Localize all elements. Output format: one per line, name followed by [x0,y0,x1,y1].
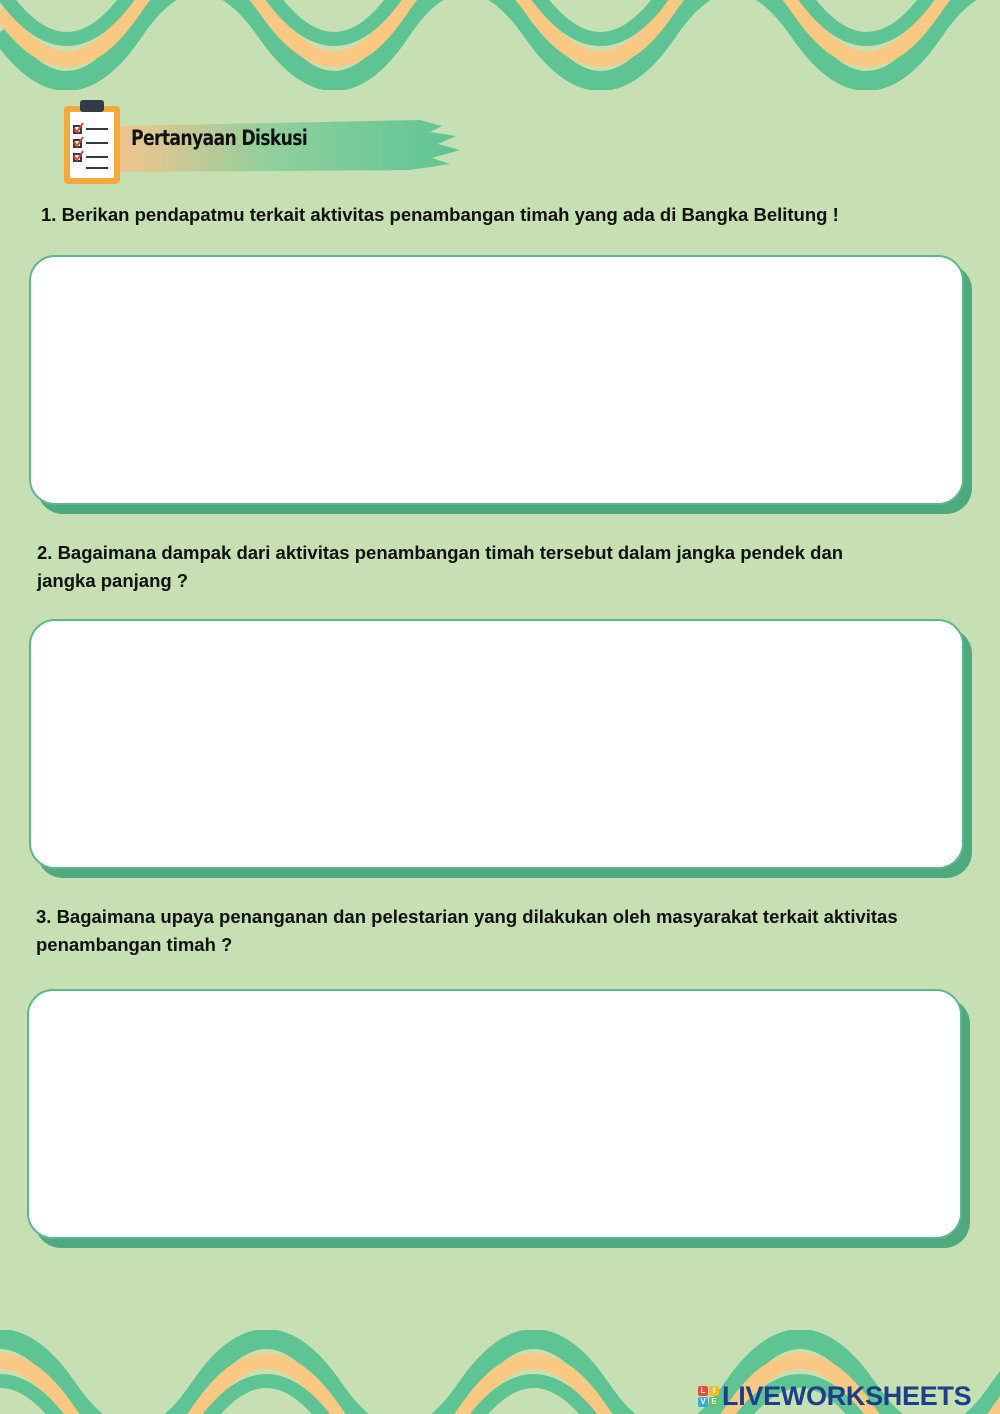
question-3 [36,903,898,959]
question-2-line-1: 2. Bagaimana dampak dari aktivitas penambangan timah tersebut dalam jangka pendek dan [37,542,844,563]
answer-box-2[interactable] [29,619,964,869]
top-wave-border [0,0,1000,90]
answer-input-3[interactable] [29,991,960,1237]
question-2-line-2: jangka panjang ? [37,570,189,591]
question-2 [37,539,843,595]
question-3-line-2: penambangan timah ? [36,934,233,955]
liveworksheets-logo [698,1381,971,1411]
answer-box-3[interactable] [27,989,962,1239]
question-1-text: 1. Berikan pendapatmu terkait aktivitas penambangan timah yang ada di Bangka Belitung ! [41,204,839,225]
clipboard-checklist-icon [62,98,122,186]
liveworksheets-brand: LIVEWORKSHEETS [722,1380,972,1411]
answer-input-2[interactable] [31,621,962,867]
question-3-line-1: 3. Bagaimana upaya penanganan dan pelestarian yang dilakukan oleh masyarakat terkait aktivitas [36,906,898,927]
liveworksheets-mark-icon: L I V E [698,1386,719,1407]
answer-input-1[interactable] [31,257,962,503]
section-header [62,98,462,188]
question-1 [41,201,839,229]
section-title: Pertanyaan Diskusi [131,126,308,150]
answer-box-1[interactable] [29,255,964,505]
